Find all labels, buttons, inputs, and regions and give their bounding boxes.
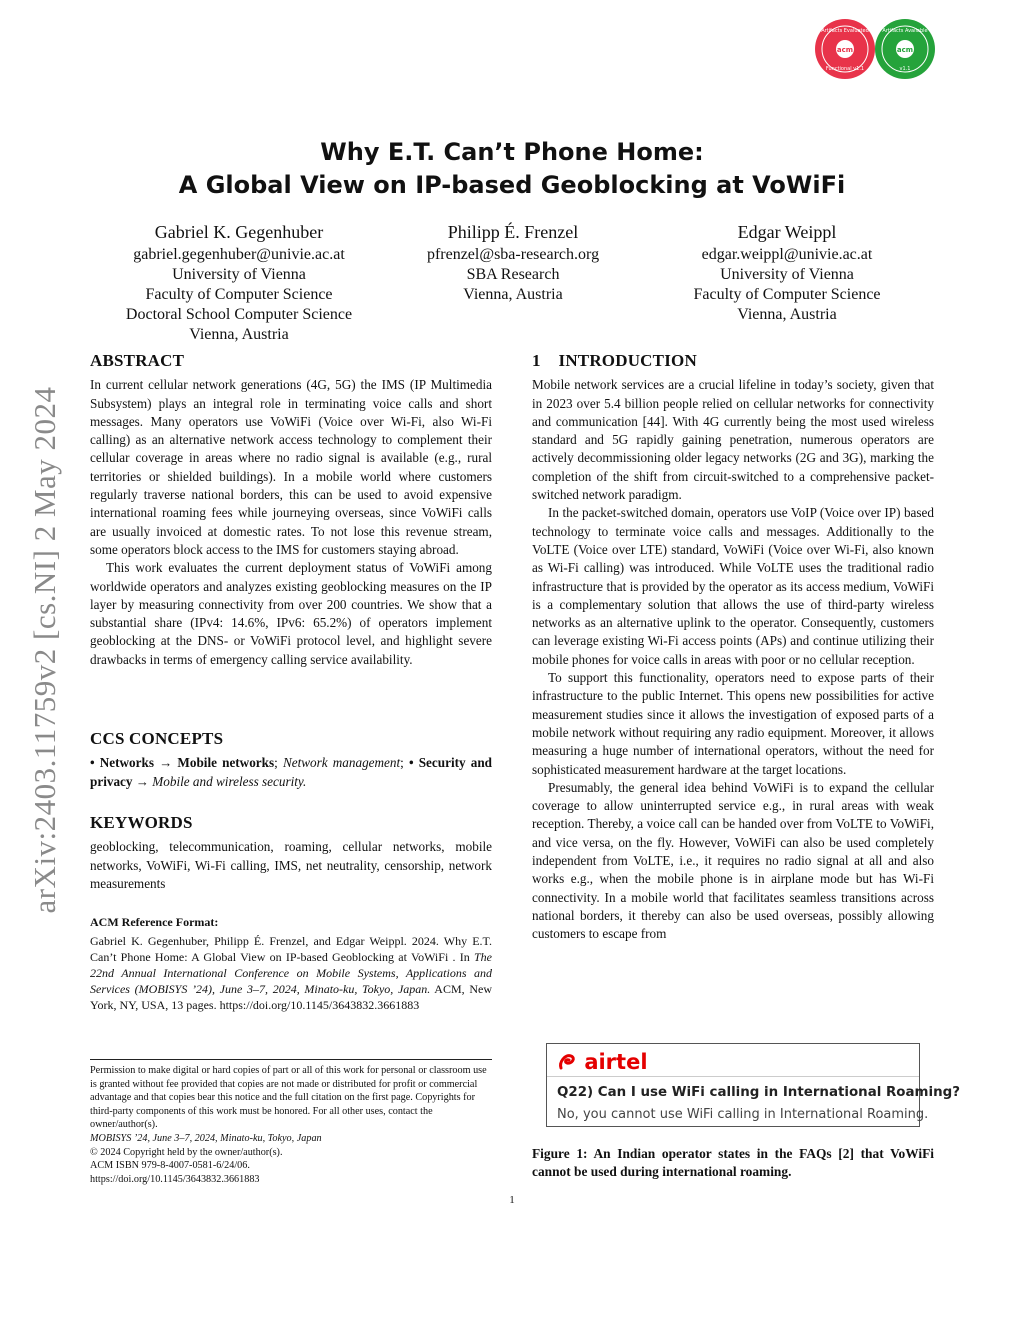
paper-title-line-1: Why E.T. Can’t Phone Home: — [320, 138, 704, 166]
author-block-2 — [384, 220, 642, 305]
author-name: Edgar Weippl — [737, 222, 837, 242]
artifacts-evaluated-badge-icon — [814, 18, 876, 80]
paper-title-line-2: A Global View on IP-based Geoblocking at VoWiFi — [178, 171, 846, 199]
ccs-heading: CCS CONCEPTS — [90, 729, 224, 748]
svg-text:acm: acm — [896, 46, 914, 54]
keywords-section — [90, 814, 492, 893]
ccs-concepts-section — [90, 730, 492, 791]
author-location: Vienna, Austria — [189, 326, 289, 343]
venue-text: MOBISYS ’24, June 3–7, 2024, Minato-ku, Tokyo, Japan — [90, 1132, 322, 1144]
author-email: edgar.weippl@univie.ac.at — [701, 246, 873, 263]
introduction-heading: 1 INTRODUCTION — [532, 351, 697, 370]
svg-text:Functional v1.1: Functional v1.1 — [825, 66, 865, 72]
acm-reference-heading: ACM Reference Format: — [90, 915, 219, 929]
copyright-text: © 2024 Copyright held by the owner/author(s). — [90, 1146, 283, 1158]
keywords-text: geoblocking, telecommunication, roaming, cellular networks, mobile networks, VoWiFi, Wi-Fi calling, IMS, net neutrality, censorship, network measurements — [90, 839, 492, 891]
abstract-paragraph-2: This work evaluates the current deployment status of VoWiFi among worldwide operators and analyzes existing geoblocking measures on the IP layer by measuring connectivity from over 200 countries. We show that a substantial share (IPv4: 14.6%, IPv6: 65.2%) of operators implement geoblocking at the DNS- or VoWiFi protocol level, and highlight severe drawbacks in terms of emergency calling service availability. — [90, 560, 492, 667]
intro-paragraph-1: Mobile network services are a crucial lifeline in today’s society, given that in 2023 over 5.4 billion people relied on cellular networks for connectivity and communication [44]. With 4G currently being the most used wireless standard and 5G rapidly gaining penetration, numerous operators are actively decommissioning older legacy networks (2G and 3G), marking the completion of the shift from circuit-switched to a comprehensive packet-switched network paradigm. — [532, 377, 934, 503]
author-location: Vienna, Austria — [463, 286, 563, 303]
artifacts-available-badge-icon — [874, 18, 936, 80]
intro-paragraph-3: To support this functionality, operators need to expose parts of their infrastructure to the public Internet. This opens new possibilities for active measurement studies since it allows the investigation of exposed parts of a mobile network without requiring any radio equipment. Moreover, it allows measuring a huge number of international operators, without the need for sophisticated measurement hardware at the target locations. — [532, 670, 934, 777]
svg-text:acm: acm — [836, 46, 854, 54]
author-affiliation: University of Vienna — [720, 266, 854, 283]
figure-divider — [547, 1076, 919, 1077]
author-affiliation: Faculty of Computer Science — [145, 286, 333, 303]
permission-text: Permission to make digital or hard copies of part or all of this work for personal or classroom use is granted without fee provided that copies are not made or distributed for profit or commercial advantage and that copies bear this notice and the full citation on the first page. Copyrights for third-party components of this work must be honored. For all other uses, contact the owner/author(s). — [90, 1065, 487, 1131]
figure-1-caption: Figure 1: An Indian operator states in the FAQs [2] that VoWiFi cannot be used during international roaming. — [532, 1146, 934, 1179]
author-affiliation: University of Vienna — [172, 266, 306, 283]
svg-text:Artifacts Evaluated: Artifacts Evaluated — [821, 28, 869, 34]
author-block-3 — [662, 220, 912, 325]
intro-paragraph-2: In the packet-switched domain, operators use VoIP (Voice over IP) based technology to terminate voice calls and messages. Additionally to the VoLTE (Voice over LTE) standard, VoWiFi (Voice over Wi-Fi, also known as Wi-Fi calling) was introduced. While VoLTE uses the traditional radio infrastructure that is provided by the operator as its access medium, VoWiFi is a complementary solution that allows the use of third-party wireless networks as an alternative uplink to the operator. Consequently, customers can leverage existing Wi-Fi access points (APs) and continue utilizing their mobile phones for voice calls in areas with poor or no cellular reception. — [532, 505, 934, 667]
airtel-swirl-icon — [557, 1052, 577, 1072]
author-name: Philipp É. Frenzel — [447, 222, 579, 242]
author-email: pfrenzel@sba-research.org — [426, 246, 600, 263]
faq-question: Q22) Can I use WiFi calling in International Roaming? — [557, 1085, 960, 1100]
arxiv-identifier: arXiv:2403.11759v2 [cs.NI] 2 May 2024 — [27, 386, 62, 914]
figure-1-image — [546, 1043, 960, 1127]
author-name: Gabriel K. Gegenhuber — [154, 222, 324, 242]
author-email: gabriel.gegenhuber@univie.ac.at — [133, 246, 345, 263]
isbn-text: ACM ISBN 979-8-4007-0581-6/24/06. — [90, 1160, 250, 1172]
svg-text:v1.1: v1.1 — [899, 66, 911, 72]
author-location: Vienna, Austria — [737, 306, 837, 323]
introduction-section — [532, 352, 934, 944]
abstract-paragraph-1: In current cellular network generations (4G, 5G) the IMS (IP Multimedia Subsystem) plays an integral role in terminating voice calls and short messages. Many operators use VoWiFi (Voice over Wi-Fi, also Wi-Fi calling) as an alternative network access technology to complement their cellular coverage in areas where no radio signal is available (e.g., rural territories or shielded buildings). In a mobile world where customers regularly traverse national borders, this can be used to avoid expensive international roaming fees while journeying overseas, since VoWiFi calls are usually invoiced at domestic rates. To not lose this revenue stream, some operators block access to the IMS for customers staying abroad. — [90, 377, 492, 557]
abstract-section — [90, 352, 492, 669]
faq-answer: No, you cannot use WiFi calling in International Roaming. — [557, 1107, 929, 1122]
intro-paragraph-4: Presumably, the general idea behind VoWiFi is to expand the cellular coverage to allow uninterrupted service e.g., in rural areas with weak reception. Thereby, a voice call can be handed over from VoLTE to VoWiFi, and vice versa, on the fly. However, VoWiFi can also be used completely independent from VoLTE, i.e., it requires no radio signal at all and also works e.g., when the mobile phone is in airplane mode but has Wi-Fi connectivity. In a mobile world that facilitates seamless transitions across national borders, it thereby can also be used overseas, possibly allowing customers to escape from — [532, 779, 934, 942]
ccs-text: • Networks → Mobile networks; Network management; • Security and privacy → Mobile and wireless security. — [90, 755, 492, 789]
abstract-heading: ABSTRACT — [90, 351, 185, 370]
author-block-1 — [96, 220, 382, 345]
svg-text:Artifacts Available: Artifacts Available — [882, 28, 928, 34]
airtel-logo: airtel — [557, 1050, 648, 1074]
author-affiliation: Faculty of Computer Science — [693, 286, 881, 303]
acm-reference-section — [90, 913, 492, 1013]
author-affiliation: Doctoral School Computer Science — [125, 306, 353, 323]
acm-reference-text: Gabriel K. Gegenhuber, Philipp É. Frenzel, and Edgar Weippl. 2024. Why E.T. Can’t Phone Home: A Global View on IP-based Geoblocking at VoWiFi . In The 22nd Annual International Conference on Mobile Systems, Applications and Services (MOBISYS ’24), June 3–7, 2024, Minato-ku, Tokyo, Japan. ACM, New York, NY, USA, 13 pages. https://doi.org/10.1145/3643832.3661883 — [90, 934, 492, 1013]
permission-footnote — [90, 1059, 492, 1186]
doi-text: https://doi.org/10.1145/3643832.3661883 — [90, 1173, 260, 1185]
keywords-heading: KEYWORDS — [90, 813, 193, 832]
author-affiliation: SBA Research — [466, 266, 560, 283]
page-number: 1 — [509, 1194, 515, 1206]
